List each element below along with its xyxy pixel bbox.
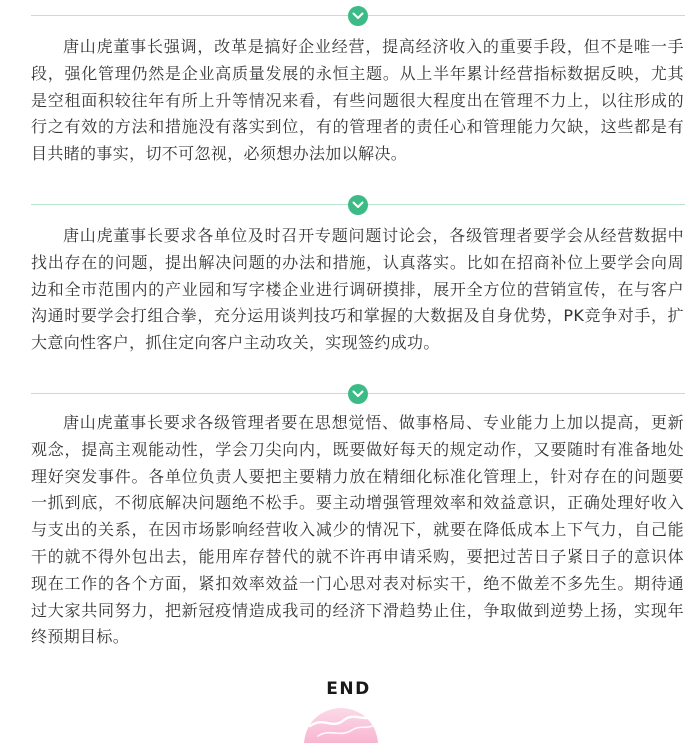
paragraph-problem-discussion: 唐山虎董事长要求各单位及时召开专题问题讨论会，各级管理者要学会从经营数据中找出存在的问题，提出解决问题的办法和措施，认真落实。比如在招商补位上要学会向周边和全市范围内的产业园和写字楼企业进行调研摸排，展开全方位的营销宣传，在与客户沟通时要学会打组合拳，充分运用谈判技巧和掌握的大数据及自身优势，PK竞争对手，扩大意向性客户，抓住定向客户主动攻关，实现签约成功。	[31, 226, 684, 353]
section-divider	[31, 384, 685, 404]
paragraph-manager-requirements: 唐山虎董事长要求各级管理者要在思想觉悟、做事格局、专业能力上加以提高，更新观念，提高主观能动性，学会刀尖向内，既要做好每天的规定动作，又要随时有准备地处理好突发事件。各单位负责人要把主要精力放在精细化标准化管理上，针对存在的问题要一抓到底，不彻底解决问题绝不松手。要主动增强管理效率和效益意识，正确处理好收入与支出的关系，在因市场影响经营收入减少的情况下，就要在降低成本上下气力，自己能干的就不得外包出去，能用库存替代的就不许再申请采购，要把过苦日子紧日子的意识体现在工作的各个方面，紧扣效率效益一门心思对表对标实干，绝不做差不多先生。期待通过大家共同努力，把新冠疫情造成我司的经济下滑趋势止住，争取做到逆势上扬，实现年终预期目标。	[31, 413, 684, 647]
end-marker	[0, 676, 697, 743]
paragraph-management-emphasis: 唐山虎董事长强调，改革是搞好企业经营，提高经济收入的重要手段，但不是唯一手段，强化管理仍然是企业高质量发展的永恒主题。从上半年累计经营指标数据反映，尤其是空租面积较往年有所上升等情况来看，有些问题很大程度出在管理不力上，以往形成的行之有效的方法和措施没有落实到位，有的管理者的责任心和管理能力欠缺，这些都是有目共睹的事实，切不可忽视，必须想办法加以解决。	[31, 37, 684, 164]
section-divider	[31, 6, 685, 26]
end-label: END	[326, 679, 371, 699]
end-wave-decoration	[296, 696, 386, 743]
section-divider	[31, 195, 685, 215]
chevron-down-icon	[348, 195, 368, 215]
chevron-down-icon	[348, 6, 368, 26]
chevron-down-icon	[348, 384, 368, 404]
